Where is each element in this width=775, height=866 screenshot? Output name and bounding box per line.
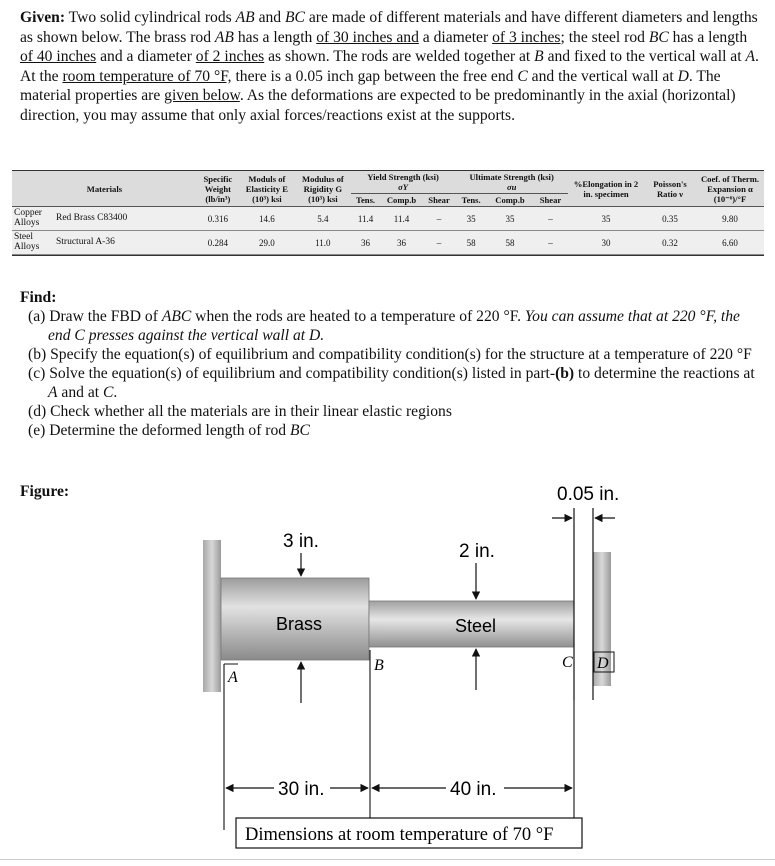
sub-comp: Comp.b [487, 194, 533, 207]
sub-comp: Comp.b [380, 194, 423, 207]
find-item-a: (a) Draw the FBD of ABC when the rods are heated to a temperature of 220 °F. You can assume that at 220 °F, the end C presses against the vertical wall at D. [28, 308, 740, 344]
find-item-c: (c) Solve the equation(s) of equilibrium and compatibility condition(s) listed in part-(b) to determine the reactions at A and at C. [28, 365, 755, 401]
col-modulus-elasticity: Moduls of Elasticity E (10³) ksi [239, 171, 295, 207]
bottom-divider [0, 859, 775, 860]
row-material: Red Brass C83400 [54, 207, 197, 231]
figure-caption: Dimensions at room temperature of 70 °F [245, 825, 554, 845]
find-title: Find: [20, 289, 57, 306]
table-row: Copper Alloys Red Brass C83400 0.316 14.6 5.4 11.4 11.4 – 35 35 – 35 0.35 9.80 [12, 207, 764, 231]
find-item-b: (b) Specify the equation(s) of equilibrium and compatibility condition(s) for the structure at a temperature of 220 °F [28, 346, 752, 363]
length-steel-label: 40 in. [450, 779, 497, 800]
figure-label: Figure: [20, 483, 70, 500]
table-row: Steel Alloys Structural A-36 0.284 29.0 11.0 36 36 – 58 58 – 30 0.32 6.60 [12, 231, 764, 255]
steel-label: Steel [455, 616, 497, 636]
wall-a [203, 540, 221, 692]
sub-tens: Tens. [351, 194, 380, 207]
sub-shear: Shear [533, 194, 568, 207]
find-item-e: (e) Determine the deformed length of rod BC [28, 422, 310, 439]
col-poisson: Poisson's Ratio ν [644, 171, 696, 207]
find-item-d: (d) Check whether all the materials are in their linear elastic regions [28, 403, 452, 420]
row-group: Steel Alloys [12, 231, 54, 255]
col-yield-strength: Yield Strength (ksi) σY [351, 171, 455, 194]
col-ultimate-strength: Ultimate Strength (ksi) σu [455, 171, 568, 194]
steel-diameter-label: 2 in. [459, 541, 495, 562]
length-brass-label: 30 in. [278, 779, 325, 800]
brass-diameter-label: 3 in. [283, 531, 319, 552]
sub-tens: Tens. [455, 194, 487, 207]
col-materials: Materials [12, 171, 197, 207]
point-c-label: C [562, 654, 573, 671]
given-paragraph: Given: Two solid cylindrical rods AB and BC are made of different materials and have different diameters and lengths as shown below. The brass rod AB has a length of 30 inches and a diameter of 3 inches; the steel rod BC has a length of 40 inches and a diameter of 2 inches as shown. The rods are welded together at B and fixed to the vertical wall at A. At the room temperature of 70 °F, there is a 0.05 inch gap between the free end C and the vertical wall at D. The material properties are given below. As the deformations are expected to be predominantly in the axial (horizontal) direction, you may assume that only axial forces/reactions exist at the supports. [20, 9, 759, 124]
col-elongation: %Elongation in 2 in. specimen [568, 171, 644, 207]
point-b-label: B [374, 657, 384, 674]
col-specific-weight: Specific Weight (lb/in³) [197, 171, 239, 207]
sub-shear: Shear [423, 194, 456, 207]
row-group: Copper Alloys [12, 207, 54, 231]
brass-label: Brass [276, 614, 323, 634]
row-material: Structural A-36 [54, 231, 197, 255]
col-modulus-rigidity: Modulus of Rigidity G (10³) ksi [295, 171, 351, 207]
gap-label: 0.05 in. [557, 484, 620, 505]
given-label: Given: [20, 9, 66, 26]
col-thermal-expansion: Coef. of Therm. Expansion α (10⁻⁶)/°F [696, 171, 764, 207]
point-a-label: A [228, 669, 238, 686]
point-d-label: D [597, 655, 609, 672]
